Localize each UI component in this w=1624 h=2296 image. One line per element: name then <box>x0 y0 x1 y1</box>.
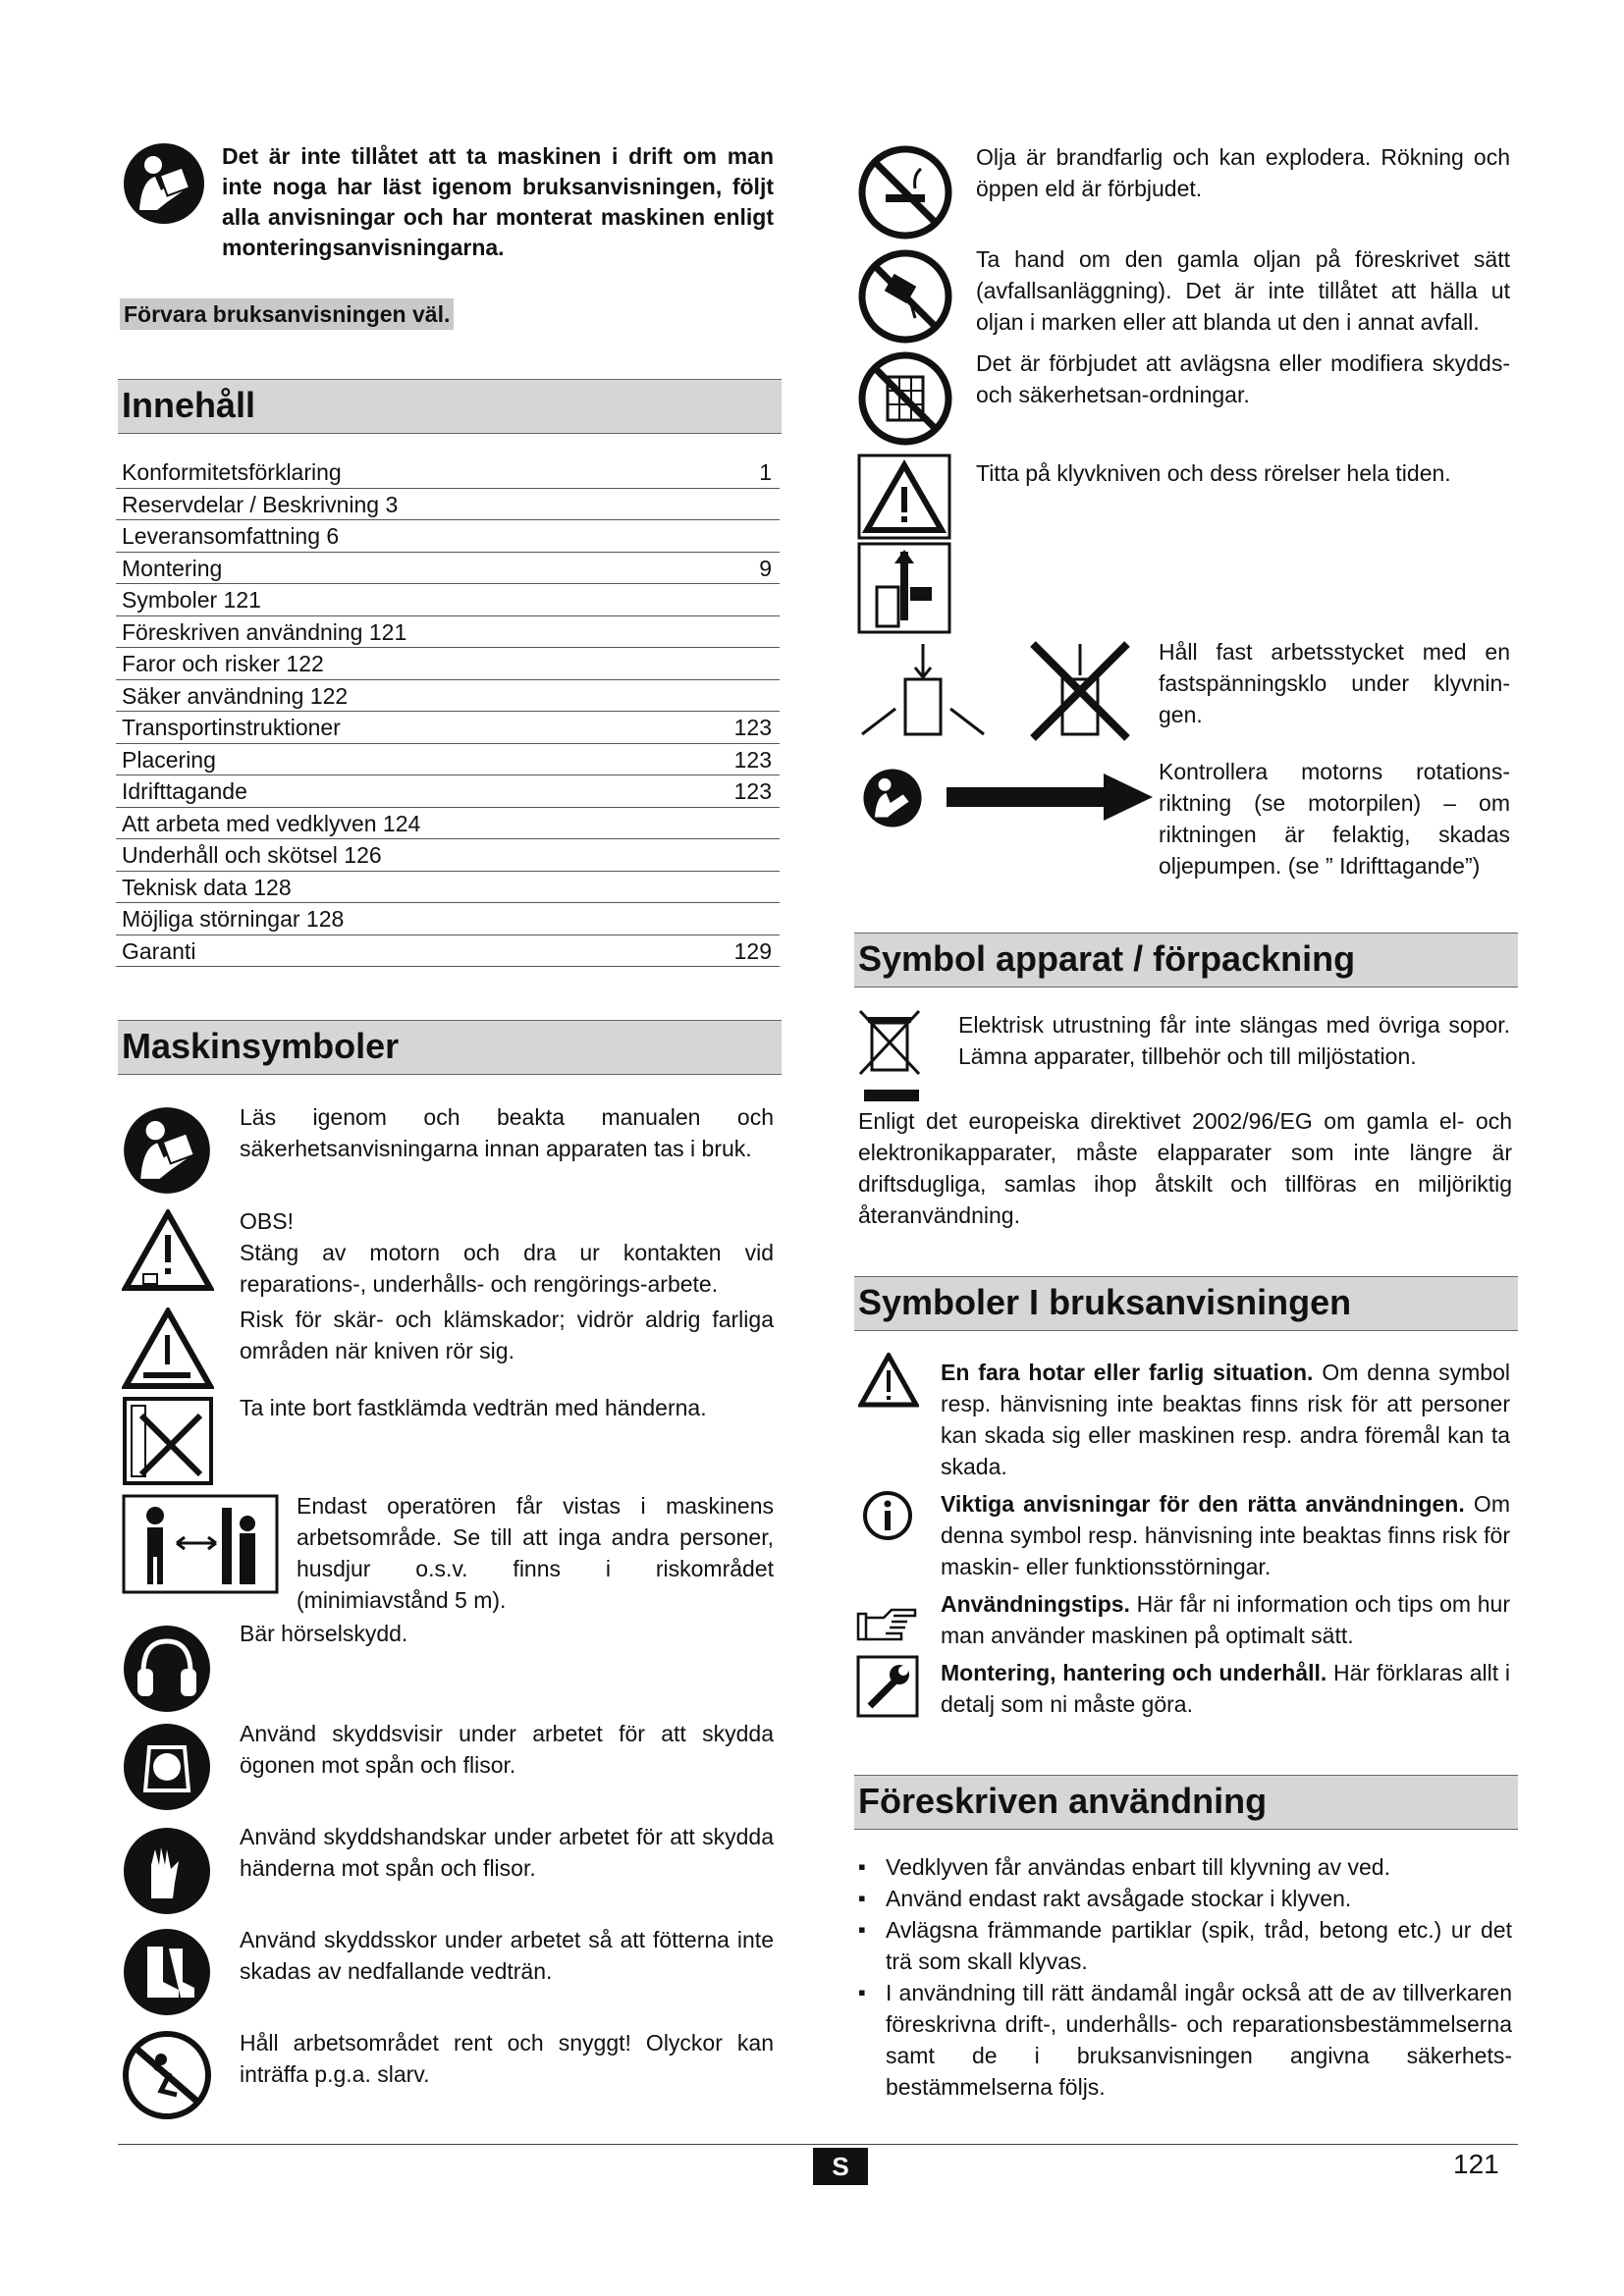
warning-unplug-icon <box>122 1209 214 1292</box>
toc-entry-page <box>772 903 780 934</box>
toc-entry <box>116 648 780 680</box>
manual-symbols-header: Symboler I bruksanvisningen <box>854 1276 1518 1331</box>
toc-entry <box>116 712 780 744</box>
watch-knife-icon <box>857 454 951 634</box>
cut-risk-text: Risk för skär- och klämskador; vidrör aldrig farliga områden när kniven rör sig. <box>240 1307 774 1363</box>
read-manual-icon <box>122 1105 212 1196</box>
toc-entry-page <box>772 489 780 520</box>
toc-entry <box>116 935 780 968</box>
oil-fire-text: Olja är brandfarlig och kan explodera. Rökning och öppen eld är förbjudet. <box>976 144 1510 201</box>
oil-dispose-text: Ta hand om den gamla oljan på föreskrivet sätt (avfallsanläggning). Det är inte tillåtet att hälla ut oljan i marken eller att blanda ut den i annat avfall. <box>976 246 1510 335</box>
danger-text: En fara hotar eller farlig situation. Om denna symbol resp. hänvisning inte beaktas finns risk för att personer kan skada sig eller maskinen resp. andra föremål kan ta skada. <box>941 1360 1510 1479</box>
machine-symbols-header: Maskinsymboler <box>118 1020 782 1075</box>
gloves-icon <box>122 1826 212 1916</box>
toc-entry-page: 129 <box>733 937 772 964</box>
toc-entry-label: Transportinstruktioner <box>122 715 341 740</box>
toc-entry-label: Teknisk data 128 <box>122 874 292 900</box>
mount-text: Montering, hantering och underhåll. Här förklaras allt i detalj som ni måste göra. <box>941 1660 1511 1717</box>
toc-entry-label: Placering <box>122 746 216 773</box>
toc-header: Innehåll <box>118 379 782 434</box>
toc-entry-page: 9 <box>759 555 772 581</box>
operator-only-text: Endast operatören får vistas i maskinens arbetsområde. Se till att inga andra personer, husdjur o.s.v. finns i riskområdet (minimiavstånd 5 m). <box>297 1493 774 1613</box>
toc-entry-page: 123 <box>733 715 772 740</box>
directive-text: Enligt det europeiska direktivet 2002/96/EG om gamla el- och elektronikapparater, måste elapparater som inte längre är driftsdugliga, samlas ihop åtskilt och tillföras en miljöriktig återanvändning. <box>858 1108 1512 1228</box>
danger-triangle-icon <box>858 1353 919 1408</box>
toc-entry <box>116 456 780 489</box>
obs-title: OBS! <box>240 1208 294 1234</box>
toc-entry-label: Symboler 121 <box>122 587 261 613</box>
toc-entry-page <box>772 584 780 615</box>
toc-entry-page <box>772 839 780 871</box>
operator-distance-icon <box>122 1494 279 1594</box>
keep-manual-note: Förvara bruksanvisningen väl. <box>120 298 454 330</box>
toc-entry-label: Konformitetsförklaring <box>122 459 342 485</box>
list-item: ▪ I användning till rätt ändamål ingår också att de av tillverkaren föreskrivna drift-, underhålls- och reparationsbestämmelserna samt de i bruksanvisningen angivna säkerhets-bestämmelserna följs. <box>852 1977 1512 2103</box>
boots-text: Använd skyddsskor under arbetet så att fötterna inte skadas av nedfallande vedträn. <box>240 1927 774 1984</box>
toc-entry <box>116 489 780 521</box>
toc-entry-label: Föreskriven användning 121 <box>122 618 407 645</box>
split-hold-icon <box>856 640 1151 756</box>
no-hands-text: Ta inte bort fastklämda vedträn med händerna. <box>240 1395 707 1420</box>
toc-entry-page <box>772 520 780 552</box>
rotation-text: Kontrollera motorns rotations-riktning (se motorpilen) – om riktningen är felaktig, skadas oljepumpen. (se ” Idrifttagande”) <box>1159 759 1510 879</box>
toc-entry-label: Montering <box>122 555 223 581</box>
toc-entry-page: 123 <box>733 746 772 773</box>
toc-entry-page: 123 <box>733 778 772 804</box>
face-shield-icon <box>122 1722 212 1812</box>
toc-entry <box>116 616 780 649</box>
toc-entry-page <box>772 648 780 679</box>
tidy-text: Håll arbetsområdet rent och snyggt! Olyckor kan inträffa p.g.a. slarv. <box>240 2030 774 2087</box>
toc-entry-label: Möjliga störningar 128 <box>122 906 345 932</box>
read-manual-text: Läs igenom och beakta manualen och säkerhetsanvisningarna innan apparaten tas i bruk. <box>240 1104 774 1161</box>
safety-boots-icon <box>122 1927 212 2017</box>
list-item: ▪ Avlägsna främmande partiklar (spik, tråd, betong etc.) ur det trä som skall klyvas. <box>852 1914 1512 1977</box>
weee-bin-icon <box>856 1007 925 1101</box>
toc-entry-label: Garanti <box>122 937 196 964</box>
list-item: ▪ Vedklyven får användas enbart till klyvning av ved. <box>852 1851 1512 1883</box>
toc-entry-page <box>772 808 780 839</box>
toc-entry <box>116 520 780 553</box>
no-guard-removal-icon <box>858 351 952 446</box>
toc-entry <box>116 553 780 585</box>
info-text: Viktiga anvisningar för den rätta användningen. Om denna symbol resp. hänvisning inte beaktas finns risk för maskin- eller funktionsstörningar. <box>941 1491 1510 1579</box>
toc-entry <box>116 744 780 776</box>
toc-entry <box>116 584 780 616</box>
no-modify-text: Det är förbjudet att avlägsna eller modifiera skydds- och säkerhetsan-ordningar. <box>976 350 1510 407</box>
read-manual-small-icon <box>862 768 923 828</box>
weee-text: Elektrisk utrustning får inte slängas med övriga sopor. Lämna apparater, tillbehör och till miljöstation. <box>958 1012 1510 1069</box>
apparatus-header: Symbol apparat / förpackning <box>854 933 1518 988</box>
table-of-contents <box>116 456 780 967</box>
info-icon <box>862 1490 913 1541</box>
intended-use-header: Föreskriven användning <box>854 1775 1518 1830</box>
read-manual-icon <box>122 141 206 226</box>
hearing-text: Bär hörselskydd. <box>240 1621 408 1646</box>
ear-protection-icon <box>122 1624 212 1714</box>
toc-entry <box>116 808 780 840</box>
toc-entry-label: Underhåll och skötsel 126 <box>122 842 382 868</box>
toc-entry <box>116 872 780 904</box>
rotation-arrow-icon <box>947 774 1153 823</box>
toc-entry-page <box>772 680 780 712</box>
intended-use-list <box>852 1851 1512 2103</box>
wrench-icon <box>856 1655 919 1718</box>
obs-text: Stäng av motorn och dra ur kontakten vid reparations-, underhålls- och rengörings-arbete. <box>240 1240 774 1297</box>
toc-entry-label: Leveransomfattning 6 <box>122 523 340 549</box>
language-badge: S <box>813 2148 868 2185</box>
toc-entry-page <box>772 872 780 903</box>
no-oil-dumping-icon <box>858 249 952 344</box>
toc-entry-label: Säker användning 122 <box>122 682 349 709</box>
toc-entry-label: Reservdelar / Beskrivning 3 <box>122 491 399 517</box>
pointing-hand-icon <box>856 1606 919 1645</box>
tidy-workplace-icon <box>122 2030 212 2120</box>
intro-warning: Det är inte tillåtet att ta maskinen i drift om man inte noga har läst igenom bruksanvisningen, följt alla anvisningar och har monterat maskinen enligt monteringsanvisningarna. <box>222 143 774 260</box>
toc-entry-label: Att arbeta med vedklyven 124 <box>122 810 421 836</box>
toc-entry <box>116 775 780 808</box>
toc-entry <box>116 839 780 872</box>
toc-entry-label: Faror och risker 122 <box>122 651 324 676</box>
footer-rule <box>118 2144 1518 2145</box>
no-hands-icon <box>122 1396 214 1486</box>
toc-entry <box>116 680 780 713</box>
visor-text: Använd skyddsvisir under arbetet för att skydda ögonen mot spån och flisor. <box>240 1721 774 1778</box>
hold-piece-text: Håll fast arbetsstycket med en fastspänningsklo under klyvnin-gen. <box>1159 639 1510 727</box>
toc-entry-page: 1 <box>759 459 772 485</box>
toc-entry-page <box>772 616 780 648</box>
toc-entry <box>116 903 780 935</box>
tips-text: Användningstips. Här får ni information och tips om hur man använder maskinen på optimalt sätt. <box>941 1591 1510 1648</box>
gloves-text: Använd skyddshandskar under arbetet för att skydda händerna mot spån och flisor. <box>240 1824 774 1881</box>
no-smoking-icon <box>858 145 952 240</box>
list-item: ▪ Använd endast rakt avsågade stockar i klyven. <box>852 1883 1512 1914</box>
watch-knife-text: Titta på klyvkniven och dess rörelser hela tiden. <box>976 460 1451 486</box>
cut-hazard-icon <box>122 1308 214 1390</box>
page-number: 121 <box>1453 2149 1499 2179</box>
toc-entry-label: Idrifttagande <box>122 778 247 804</box>
